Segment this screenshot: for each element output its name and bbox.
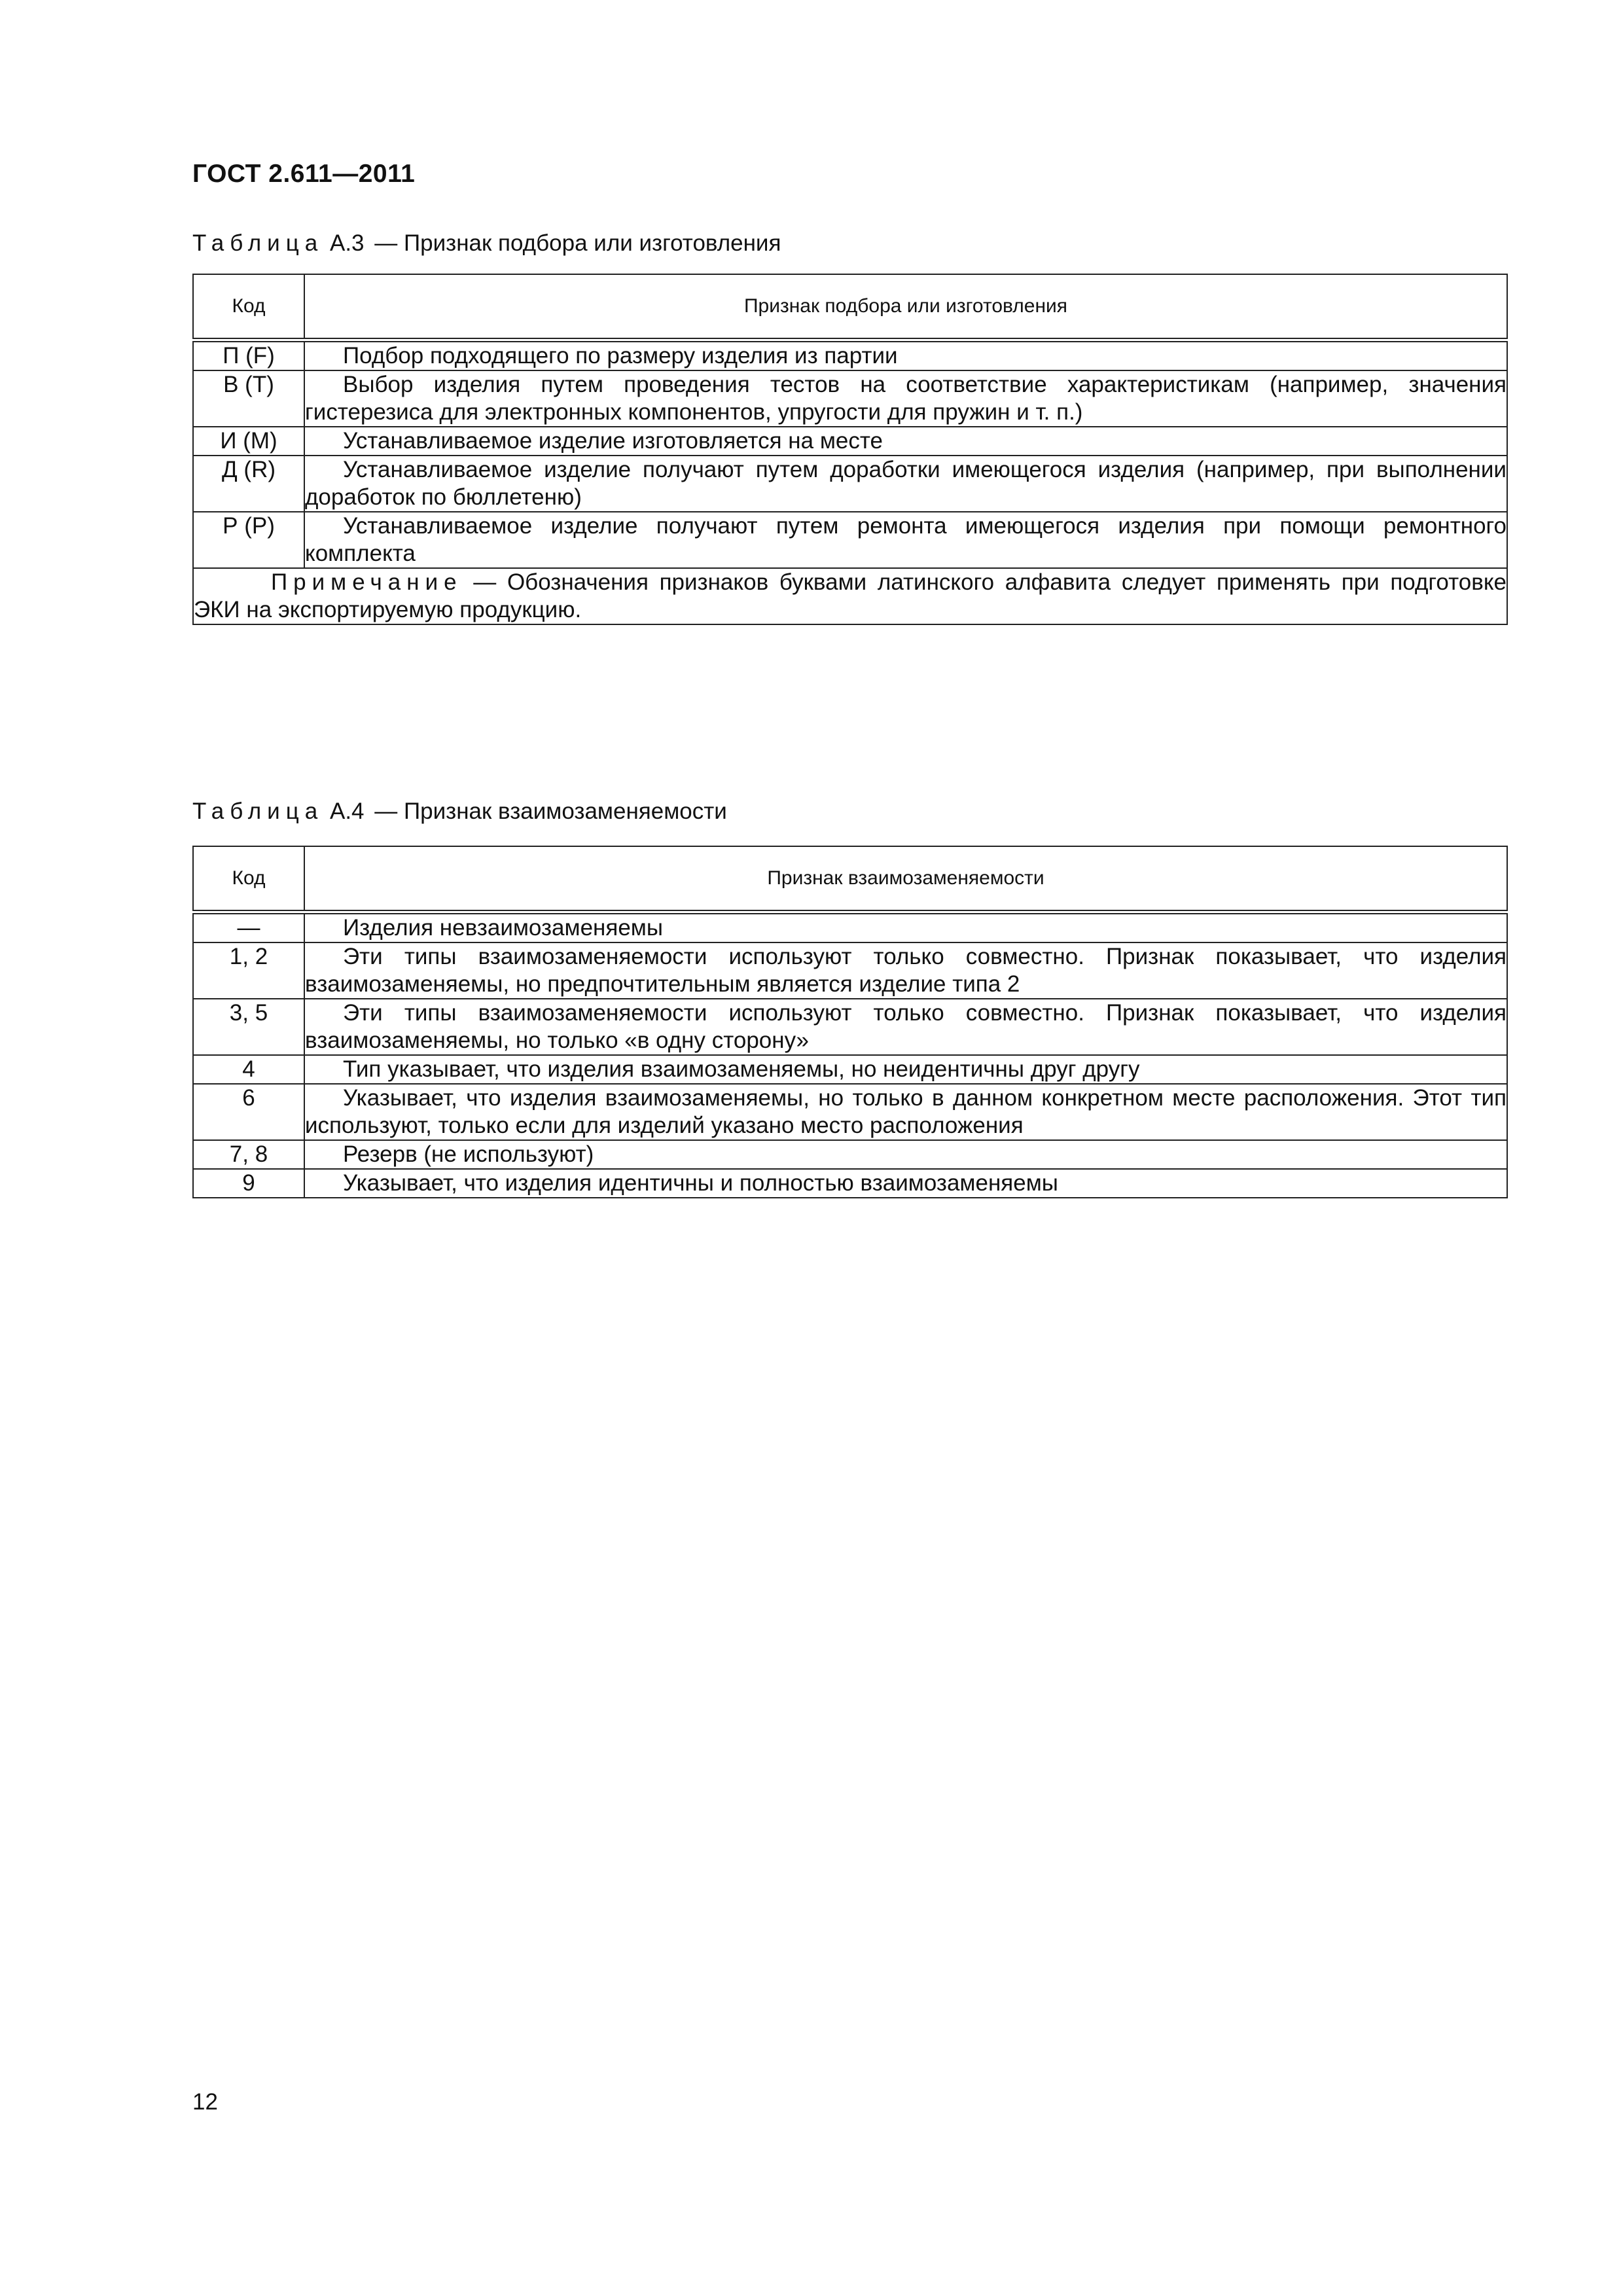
table-a4-caption-number: А.4 (329, 798, 365, 824)
row-description: Устанавливаемое изделие изготовляется на месте (304, 427, 1507, 456)
table-row (193, 942, 1507, 999)
row-description: Подбор подходящего по размеру изделия из партии (304, 340, 1507, 371)
row-code: 7, 8 (193, 1140, 304, 1169)
row-description: Изделия невзаимозаменяемы (304, 912, 1507, 943)
table-row (193, 456, 1507, 512)
table-a4-caption-word: Таблица (192, 798, 324, 824)
table-row (193, 370, 1507, 427)
row-description: Резерв (не используют) (304, 1140, 1507, 1169)
table-a3-col-code: Код (193, 274, 304, 340)
table-a3-col-sign: Признак подбора или изготовления (304, 274, 1507, 340)
table-row (193, 427, 1507, 456)
document-id: ГОСТ 2.611—2011 (192, 160, 416, 188)
row-description: Указывает, что изделия идентичны и полностью взаимозаменяемы (304, 1169, 1507, 1198)
table-a3-note (193, 568, 1507, 624)
row-code: Д (R) (193, 456, 304, 512)
page-number: 12 (192, 2089, 218, 2115)
row-description: Указывает, что изделия взаимозаменяемы, но только в данном конкретном месте расположения. Этот тип используют, только если для изделий указано место расположения (304, 1084, 1507, 1140)
row-code: 9 (193, 1169, 304, 1198)
table-a3-caption-word: Таблица (192, 230, 324, 256)
row-code: Р (P) (193, 512, 304, 568)
row-description: Выбор изделия путем проведения тестов на соответствие характеристикам (например, значения гистерезиса для электронных компонентов, упругости для пружин и т. п.) (304, 370, 1507, 427)
row-code: 3, 5 (193, 999, 304, 1055)
row-description: Эти типы взаимозаменяемости используют только совместно. Признак показывает, что изделия взаимозаменяемы, но предпочтительным является изделие типа 2 (304, 942, 1507, 999)
note-text: — Обозначения признаков буквами латинского алфавита следует применять при подготовке ЭКИ на экспортируемую продукцию. (194, 569, 1507, 622)
row-description: Устанавливаемое изделие получают путем ремонта имеющегося изделия при помощи ремонтного комплекта (304, 512, 1507, 568)
row-description: Эти типы взаимозаменяемости используют только совместно. Признак показывает, что изделия взаимозаменяемы, но только «в одну сторону» (304, 999, 1507, 1055)
table-a4-col-sign: Признак взаимозаменяемости (304, 846, 1507, 912)
row-description: Тип указывает, что изделия взаимозаменяемы, но неидентичны друг другу (304, 1055, 1507, 1084)
table-row (193, 1169, 1507, 1198)
table-row (193, 1140, 1507, 1169)
table-a4-caption-title: — Признак взаимозаменяемости (374, 798, 727, 824)
table-a3-header-row (193, 274, 1507, 340)
table-a3-caption-number: А.3 (329, 230, 365, 256)
row-code: 6 (193, 1084, 304, 1140)
row-code: И (M) (193, 427, 304, 456)
table-row (193, 512, 1507, 568)
row-code: 4 (193, 1055, 304, 1084)
table-row (193, 912, 1507, 943)
note-label: Примечание (271, 569, 463, 595)
table-a4-header-row (193, 846, 1507, 912)
table-a4-caption (192, 798, 727, 825)
table-row (193, 1055, 1507, 1084)
row-code: П (F) (193, 340, 304, 371)
table-a4-col-code: Код (193, 846, 304, 912)
table-a3 (192, 274, 1508, 625)
table-a3-caption (192, 230, 781, 257)
row-code: В (T) (193, 370, 304, 427)
table-a4 (192, 846, 1508, 1198)
table-row (193, 340, 1507, 371)
row-code: — (193, 912, 304, 943)
table-a3-note-row (193, 568, 1507, 624)
table-a3-caption-title: — Признак подбора или изготовления (374, 230, 781, 256)
table-row (193, 1084, 1507, 1140)
table-row (193, 999, 1507, 1055)
row-description: Устанавливаемое изделие получают путем доработки имеющегося изделия (например, при выполнении доработок по бюллетеню) (304, 456, 1507, 512)
row-code: 1, 2 (193, 942, 304, 999)
